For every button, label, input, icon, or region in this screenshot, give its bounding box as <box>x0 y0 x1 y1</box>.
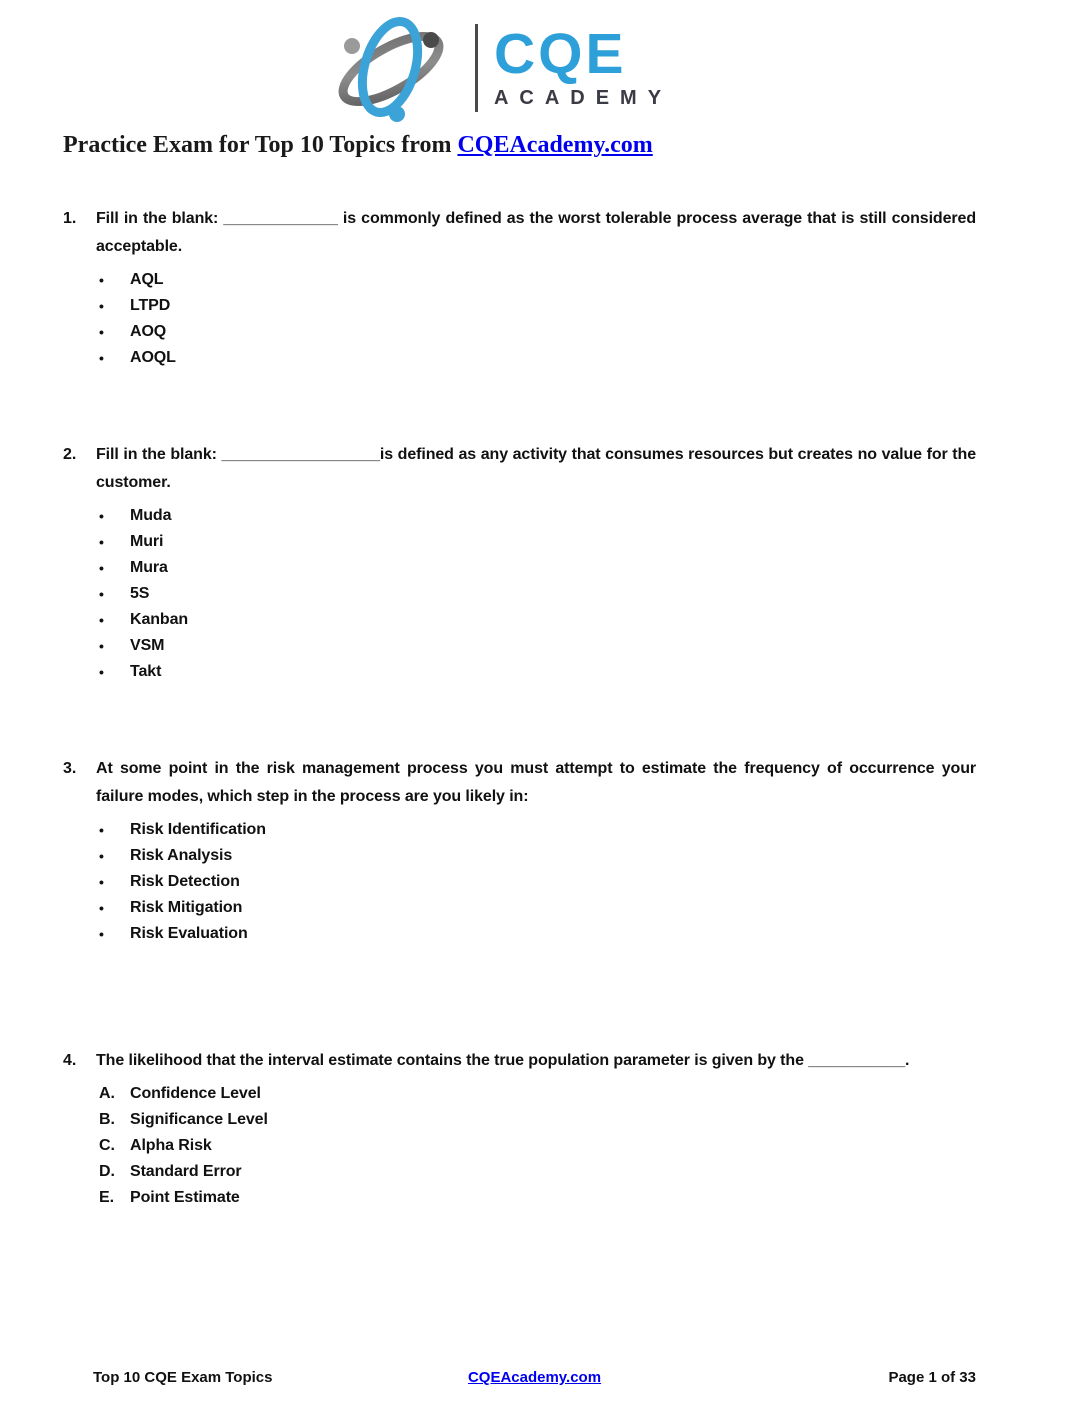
option-item <box>63 869 976 895</box>
question-number: 4. <box>63 1052 77 1069</box>
options-list <box>63 1081 976 1211</box>
page-title-text: Practice Exam for Top 10 Topics from <box>63 132 458 158</box>
option-item <box>63 529 976 555</box>
bullet-icon: • <box>99 298 104 314</box>
option-item <box>63 503 976 529</box>
question-text: Fill in the blank: __________________is defined as any activity that consumes resources but creates no value for the customer. <box>96 446 976 491</box>
question-text: At some point in the risk management process you must attempt to estimate the frequency of occurrence your failure modes, which step in the process are you likely in: <box>96 760 976 805</box>
option-label: Standard Error <box>130 1163 242 1180</box>
options-list <box>63 267 976 371</box>
bullet-icon: • <box>99 324 104 340</box>
option-label: Takt <box>130 663 162 680</box>
option-letter: D. <box>99 1163 115 1180</box>
option-item <box>63 1159 976 1185</box>
option-label: Muda <box>130 507 172 524</box>
option-item <box>63 817 976 843</box>
option-item <box>63 581 976 607</box>
option-letter: E. <box>99 1189 115 1206</box>
option-letter: B. <box>99 1111 115 1128</box>
question <box>63 205 976 371</box>
options-list <box>63 817 976 947</box>
option-label: Alpha Risk <box>130 1137 212 1154</box>
question-text: The likelihood that the interval estimate contains the true population parameter is given by the ___________. <box>96 1052 910 1069</box>
bullet-icon: • <box>99 350 104 366</box>
option-label: Significance Level <box>130 1111 268 1128</box>
title-link[interactable]: CQEAcademy.com <box>457 132 653 158</box>
option-item <box>63 293 976 319</box>
option-item <box>63 843 976 869</box>
dot-blue <box>389 106 405 122</box>
bullet-icon: • <box>99 848 104 864</box>
option-item <box>63 659 976 685</box>
bullet-icon: • <box>99 638 104 654</box>
option-item <box>63 345 976 371</box>
option-label: AOQ <box>130 323 167 340</box>
option-label: 5S <box>130 585 150 602</box>
bullet-icon: • <box>99 508 104 524</box>
question <box>63 755 976 947</box>
option-item <box>63 1185 976 1211</box>
question <box>63 1047 976 1211</box>
option-label: Risk Evaluation <box>130 925 248 942</box>
option-letter: C. <box>99 1137 115 1154</box>
bullet-icon: • <box>99 926 104 942</box>
logo-divider <box>475 24 478 112</box>
bullet-icon: • <box>99 612 104 628</box>
options-list <box>63 503 976 685</box>
option-letter: A. <box>99 1085 115 1102</box>
bullet-icon: • <box>99 664 104 680</box>
option-label: LTPD <box>130 297 171 314</box>
option-label: Confidence Level <box>130 1085 261 1102</box>
dot-dark <box>423 32 439 48</box>
option-item <box>63 1081 976 1107</box>
option-item <box>63 633 976 659</box>
logo-brand: CQE <box>493 22 627 86</box>
question <box>63 441 976 685</box>
option-label: Point Estimate <box>130 1189 240 1206</box>
question-number: 1. <box>63 210 77 227</box>
option-item <box>63 607 976 633</box>
option-label: Risk Mitigation <box>130 899 243 916</box>
option-item <box>63 555 976 581</box>
option-label: Muri <box>130 533 164 550</box>
option-label: Mura <box>130 559 168 576</box>
option-label: Risk Identification <box>130 821 266 838</box>
bullet-icon: • <box>99 272 104 288</box>
bullet-icon: • <box>99 874 104 890</box>
option-item <box>63 267 976 293</box>
questions-list <box>63 159 976 1211</box>
option-label: AOQL <box>130 349 176 366</box>
footer-link[interactable]: CQEAcademy.com <box>467 1369 602 1386</box>
bullet-icon: • <box>99 822 104 838</box>
page-title <box>63 132 976 159</box>
logo-text <box>493 22 673 110</box>
bullet-icon: • <box>99 900 104 916</box>
option-item <box>63 1133 976 1159</box>
logo <box>23 12 976 124</box>
option-label: Kanban <box>130 611 189 628</box>
option-item <box>63 921 976 947</box>
option-item <box>63 1107 976 1133</box>
atom-icon <box>327 12 459 124</box>
question-number: 2. <box>63 446 77 463</box>
option-label: Risk Detection <box>130 873 240 890</box>
option-label: Risk Analysis <box>130 847 233 864</box>
page-footer <box>63 1369 976 1386</box>
option-item <box>63 319 976 345</box>
bullet-icon: • <box>99 560 104 576</box>
option-label: VSM <box>130 637 165 654</box>
bullet-icon: • <box>99 534 104 550</box>
footer-page-number: Page 1 of 33 <box>888 1369 976 1386</box>
option-item <box>63 895 976 921</box>
question-text: Fill in the blank: _____________ is commonly defined as the worst tolerable process average that is still considered acceptable. <box>96 210 976 255</box>
bullet-icon: • <box>99 586 104 602</box>
footer-left-text: Top 10 CQE Exam Topics <box>93 1369 273 1386</box>
option-label: AQL <box>130 271 164 288</box>
logo-sub: ACADEMY <box>493 87 673 109</box>
question-number: 3. <box>63 760 77 777</box>
dot-gray <box>344 38 360 54</box>
